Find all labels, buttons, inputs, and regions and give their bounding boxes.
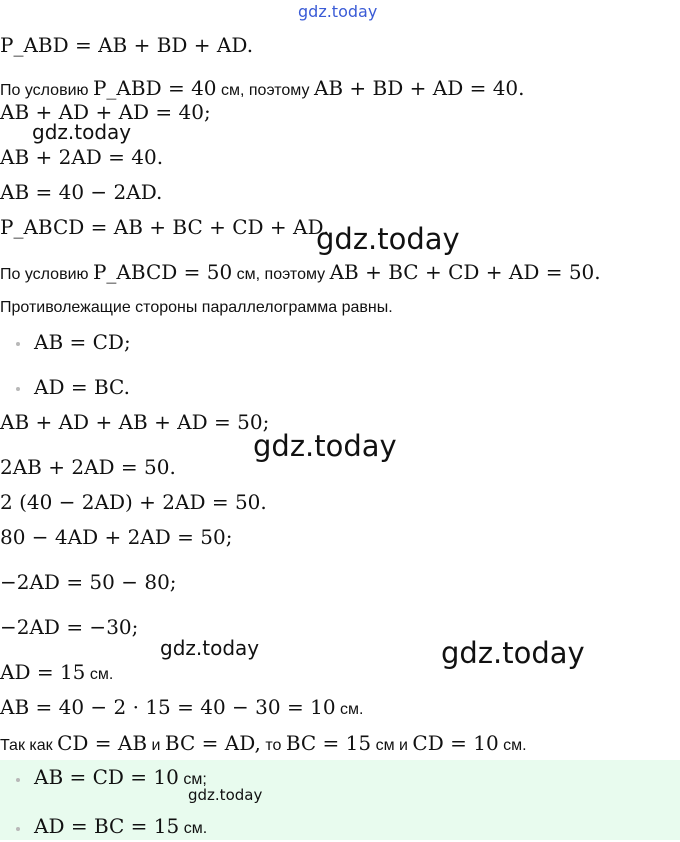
list-item: AB = CD; bbox=[0, 329, 680, 355]
bullet-icon bbox=[16, 827, 20, 831]
bullet-icon bbox=[16, 778, 20, 782]
equation-line: AB + AD + AB + AD = 50; bbox=[0, 410, 270, 434]
equation-line: AB + 2AD = 40. bbox=[0, 145, 164, 169]
parallelogram-rule-text: Противолежащие стороны параллелограмма равны. bbox=[0, 299, 393, 316]
watermark: gdz.today bbox=[32, 120, 132, 144]
condition-abd-line: По условию P_ABD = 40 см, поэтому AB + BD + AD = 40. bbox=[0, 76, 525, 100]
list-item: AD = BC. bbox=[0, 374, 680, 400]
equation-line: 80 − 4AD + 2AD = 50; bbox=[0, 525, 233, 549]
watermark: gdz.today bbox=[298, 2, 378, 21]
perimeter-abd-line: P_ABD = AB + BD + AD. bbox=[0, 33, 254, 57]
ab-result-line: AB = 40 − 2 · 15 = 40 − 30 = 10 см. bbox=[0, 695, 364, 719]
ad-result-line: AD = 15 см. bbox=[0, 660, 114, 684]
equation-line: AB + AD + AD = 40; bbox=[0, 100, 211, 124]
equation-line: −2AD = −30; bbox=[0, 615, 139, 639]
watermark: gdz.today bbox=[160, 636, 260, 660]
equation-line: −2AD = 50 − 80; bbox=[0, 570, 177, 594]
bullet-icon bbox=[16, 342, 20, 346]
watermark: gdz.today bbox=[188, 786, 263, 804]
condition-abcd-line: По условию P_ABCD = 50 см, поэтому AB + BC + CD + AD = 50. bbox=[0, 260, 601, 284]
watermark: gdz.today bbox=[316, 222, 460, 256]
bullet-icon bbox=[16, 387, 20, 391]
equation-line: 2 (40 − 2AD) + 2AD = 50. bbox=[0, 490, 267, 514]
watermark: gdz.today bbox=[441, 636, 585, 670]
watermark: gdz.today bbox=[253, 429, 397, 463]
answer-item: AB = CD = 10 см; bbox=[0, 764, 680, 790]
conclusion-line: Так как CD = AB и BC = AD, то BC = 15 см и CD = 10 см. bbox=[0, 731, 527, 755]
answer-item: AD = BC = 15 см. bbox=[0, 813, 680, 839]
equation-line: 2AB + 2AD = 50. bbox=[0, 455, 176, 479]
perimeter-abcd-line: P_ABCD = AB + BC + CD + AD. bbox=[0, 215, 330, 239]
equation-line: AB = 40 − 2AD. bbox=[0, 180, 163, 204]
